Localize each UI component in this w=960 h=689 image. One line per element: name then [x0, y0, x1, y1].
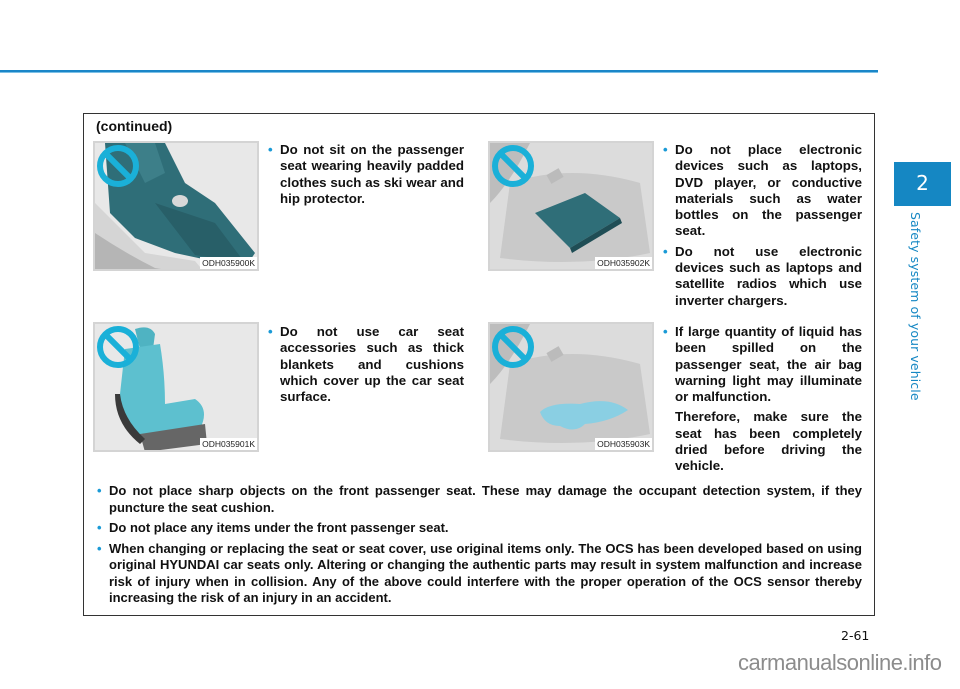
figure-liquid	[488, 322, 654, 452]
bullet-item: • Do not use car seat accessories such as thick blankets and cushions which cover up the car seat surface.	[268, 324, 464, 405]
no-sign-icon	[95, 143, 141, 189]
figure-electronics	[488, 141, 654, 271]
no-sign-icon	[490, 324, 536, 370]
bullet-item: • Do not place any items under the front passenger seat.	[97, 520, 862, 537]
bullet-item: • When changing or replacing the seat or seat cover, use original items only. The OCS has been developed based on using original HYUNDAI car seats only. Altering or changing the authentic parts may result in system malfunction and increase risk of injury when in collision. Any of the above could interfere with the proper operation of the OCS sensor thereby increasing the risk of an injury in an accident.	[97, 541, 862, 607]
figure-padded-clothes	[93, 141, 259, 271]
watermark: carmanualsonline.info	[738, 650, 942, 675]
figure-accessories	[93, 322, 259, 452]
padded-clothes-text	[268, 142, 464, 211]
electronics-text	[663, 142, 862, 313]
figure-code: ODH035900K	[202, 258, 255, 268]
figure-code: ODH035901K	[202, 439, 255, 449]
bullet-item: • Do not place sharp objects on the front passenger seat. These may damage the occupant detection system, if they puncture the seat cushion.	[97, 483, 862, 516]
header-rule	[0, 70, 878, 73]
page-number: 2-61	[841, 628, 870, 643]
bullet-item: • If large quantity of liquid has been spilled on the passenger seat, the air bag warning light may illuminate or malfunction.	[663, 324, 862, 405]
no-sign-icon	[490, 143, 536, 189]
bullet-item: • Do not use electronic devices such as laptops and satellite radios which use inverter chargers.	[663, 244, 862, 309]
no-sign-icon	[95, 324, 141, 370]
bottom-bullet-list	[97, 483, 862, 611]
figure-code: ODH035902K	[597, 258, 650, 268]
continued-label: (continued)	[96, 118, 173, 134]
chapter-title: Safety system of your vehicle	[908, 212, 923, 401]
liquid-text	[663, 324, 862, 475]
bullet-item: • Do not place electronic devices such as laptops, DVD player, or conductive materials such as water bottles on the passenger seat.	[663, 142, 862, 240]
figure-code: ODH035903K	[597, 439, 650, 449]
followup-paragraph: Therefore, make sure the seat has been completely dried before driving the vehicle.	[675, 409, 862, 474]
chapter-tab[interactable]: 2	[894, 162, 951, 206]
bullet-item: • Do not sit on the passenger seat wearing heavily padded clothes such as ski wear and hip protector.	[268, 142, 464, 207]
accessories-text	[268, 324, 464, 409]
